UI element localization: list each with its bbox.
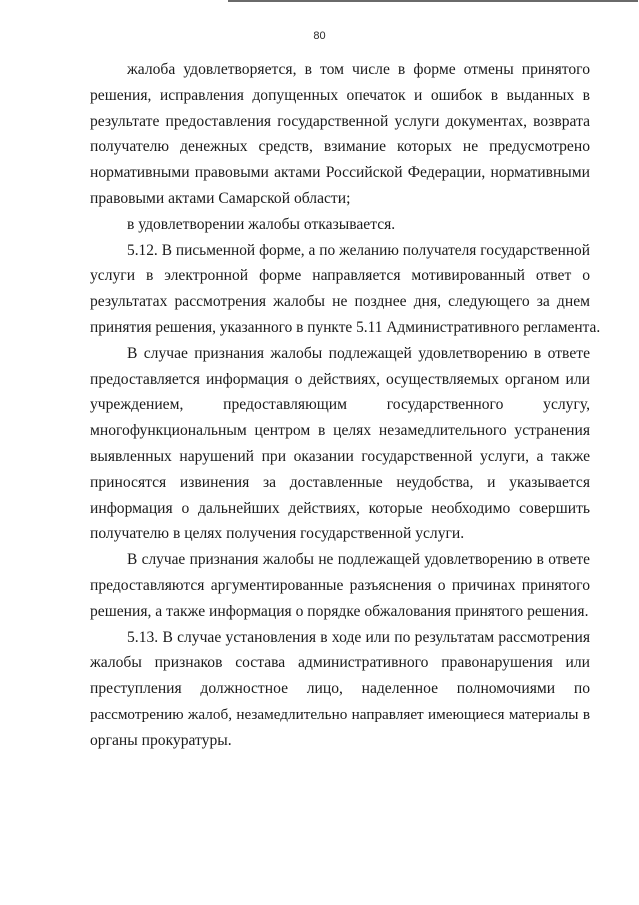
page-number: 80 — [313, 30, 326, 42]
text-line: в удовлетворении жалобы отказывается. — [127, 215, 396, 233]
text-line: правовыми актами Самарской области; — [90, 190, 351, 207]
text-line: рассмотрению жалоб, незамедлительно направляет имеющиеся материалы в — [90, 706, 590, 723]
text-line: органы прокуратуры. — [90, 731, 232, 749]
text-line: преступления должностное лицо, наделенное полномочиями по — [90, 680, 590, 698]
text-line: информация о дальнейших действиях, которые необходимо совершить — [90, 499, 590, 517]
text-line: получателю денежных средств, взимание которых не предусмотрено — [90, 138, 590, 156]
text-line: учреждением, предоставляющим государственного услугу, — [90, 396, 590, 414]
text-line: получателю в целях получения государственной услуги. — [90, 525, 465, 543]
text-line: В случае признания жалобы не подлежащей удовлетворению в ответе — [127, 551, 590, 569]
text-line: принятия решения, указанного в пункте 5.11 Административного регламента. — [90, 319, 601, 336]
text-line: В случае признания жалобы подлежащей удовлетворению в ответе — [127, 344, 590, 362]
text-line: 5.13. В случае установления в ходе или по результатам рассмотрения — [127, 628, 590, 646]
text-line: жалобы признаков состава административного правонарушения или — [90, 654, 590, 672]
text-line: результатах рассмотрения жалобы не позднее дня, следующего за днем — [90, 293, 590, 311]
text-line: предоставляется информация о действиях, осуществляемых органом или — [90, 370, 590, 388]
text-line: услуги в электронной форме направляется мотивированный ответ о — [90, 267, 590, 285]
text-line: жалоба удовлетворяется, в том числе в форме отмены принятого — [127, 61, 590, 78]
text-line: выявленных нарушений при оказании государственной услуги, а также — [90, 448, 590, 465]
text-line: приносятся извинения за доставленные неудобства, и указывается — [90, 473, 590, 491]
text-line: предоставляются аргументированные разъяснения о причинах принятого — [90, 577, 590, 594]
text-line: решения, исправления допущенных опечаток и ошибок в выданных в — [90, 86, 590, 104]
top-edge-rule — [228, 0, 638, 2]
text-line: многофункциональным центром в целях незамедлительного устранения — [90, 422, 590, 440]
text-line: 5.12. В письменной форме, а по желанию получателя государственной — [127, 241, 590, 259]
text-line: нормативными правовыми актами Российской Федерации, нормативными — [90, 164, 590, 182]
text-line: решения, а также информация о порядке обжалования принятого решения. — [90, 602, 589, 620]
text-line: результате предоставления государственной услуги документах, возврата — [90, 112, 590, 130]
